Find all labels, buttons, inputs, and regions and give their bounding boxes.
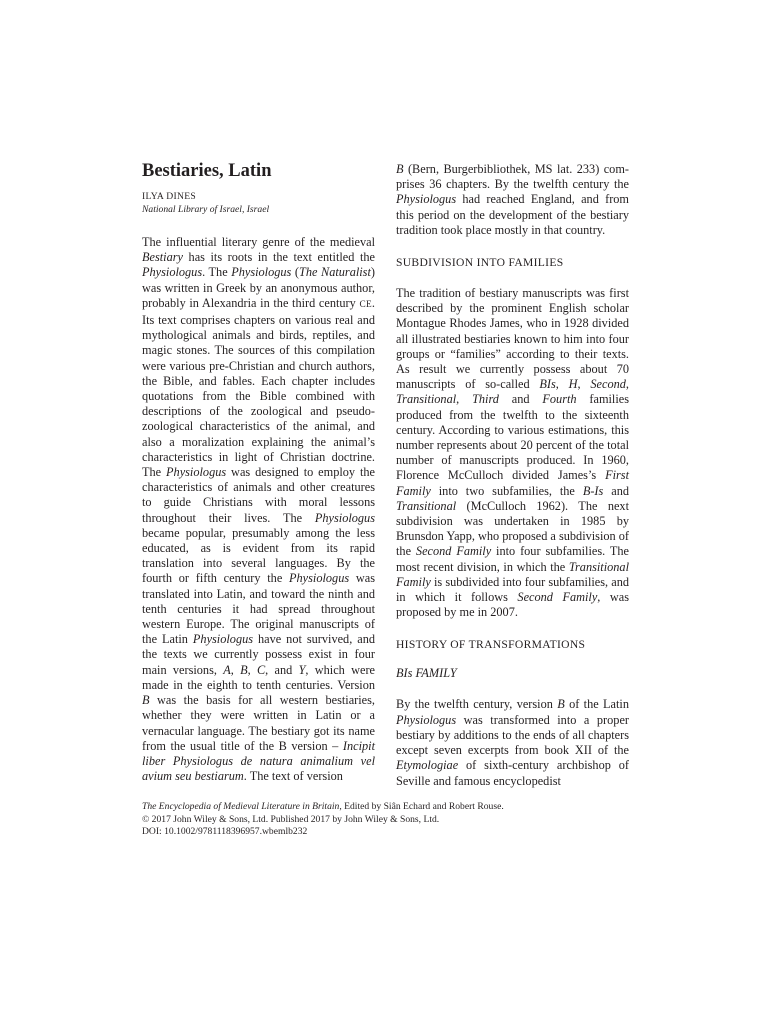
right-column (396, 162, 629, 789)
bis-family-paragraph: By the twelfth century, version B of the Latin Physiologus was transformed into a proper bestiary by additions to the ends of all chapters except seven excerpts from book XII of the Etymologiae of sixth-century archbishop of Seville and famous encyclopedist (396, 697, 629, 788)
editors-text: , Edited by Siân Echard and Robert Rouse. (339, 801, 504, 812)
section-heading-families: SUBDIVISION INTO FAMILIES (396, 256, 564, 270)
left-column (142, 160, 375, 784)
intro-paragraph: The influential literary genre of the medieval Bestiary has its roots in the text entitled the Physiologus. The Physiologus (The Naturalist) was written in Greek by an anonymous author, probably in Alexandria in the third century CE. Its text comprises chapters on various real and mythological animals and birds, reptiles, and magic stones. The sources of this compilation were various pre-Christian and church authors, the Bible, and fables. Each chapter includes quotations from the Bible combined with descriptions of the zoological and pseudo-zoological characteristics of the animal, and also a moralization explaining the animal’s characteristics in light of Christian doctrine. The Physiologus was designed to employ the characteristics of animals and other creatures to guide Christians with moral lessons throughout their lives. The Physiologus became popular, presumably among the less educated, as is evident from its rapid translation into several languages. By the fourth or fifth century the Physiologus was translated into Latin, and toward the ninth and tenth centuries it had spread throughout western Europe. The original manuscripts of the Latin Physiologus have not survived, and the texts we currently possess exist in four main versions, A, B, C, and Y, which were made in the eighth to tenth centuries. Version B was the basis for all western bestiaries, whether they were written in Latin or a vernacular language. The bestiary got its name from the usual title of the B version – Incipit liber Physiologus de natura animalium vel avium seu bestiarum. The text of version (142, 235, 376, 784)
article-title: Bestiaries, Latin (142, 161, 272, 181)
publication-footer (142, 801, 642, 839)
subsection-heading-bis-family: BIs FAMILY (396, 666, 457, 681)
doi-line: DOI: 10.1002/9781118396957.wbemlb232 (142, 826, 308, 837)
citation-line (142, 801, 642, 814)
author-name: ILYA DINES (142, 191, 197, 202)
section-heading-history: HISTORY OF TRANSFORMATIONS (396, 638, 586, 652)
families-paragraph: The tradition of bestiary manuscripts was first described by the prominent English scholar Montague Rhodes James, who in 1928 divided all illustrated bestiaries known to him into four groups or “families” according to their texts. As result we currently possess about 70 manuscripts of so-called BIs, H, Second, Transitional, Third and Fourth families produced from the twelfth to the sixteenth century. According to various estimations, this number represents about 20 percent of the total number of manuscripts produced. In 1960, Florence McCulloch divided James’s First Family into two subfamilies, the B-Is and Transitional (McCulloch 1962). The next subdivision was undertaken in 1985 by Brunsdon Yapp, who proposed a subdivision of the Second Family into four subfamilies. The most recent division, in which the Transitional Family is subdivided into four subfamilies, and in which it follows Second Family, was proposed by me in 2007. (396, 286, 630, 620)
intro-paragraph-continued: B (Bern, Burgerbibliothek, MS lat. 233) comprises 36 chapters. By the twelfth century the Physiologus had reached England, and from this period on the development of the bestiary tradition took place mostly in that country. (396, 162, 629, 237)
copyright-line: © 2017 John Wiley & Sons, Ltd. Published 2017 by John Wiley & Sons, Ltd. (142, 813, 440, 825)
author-affiliation: National Library of Israel, Israel (142, 204, 270, 215)
encyclopedia-title: The Encyclopedia of Medieval Literature in Britain (142, 801, 340, 812)
